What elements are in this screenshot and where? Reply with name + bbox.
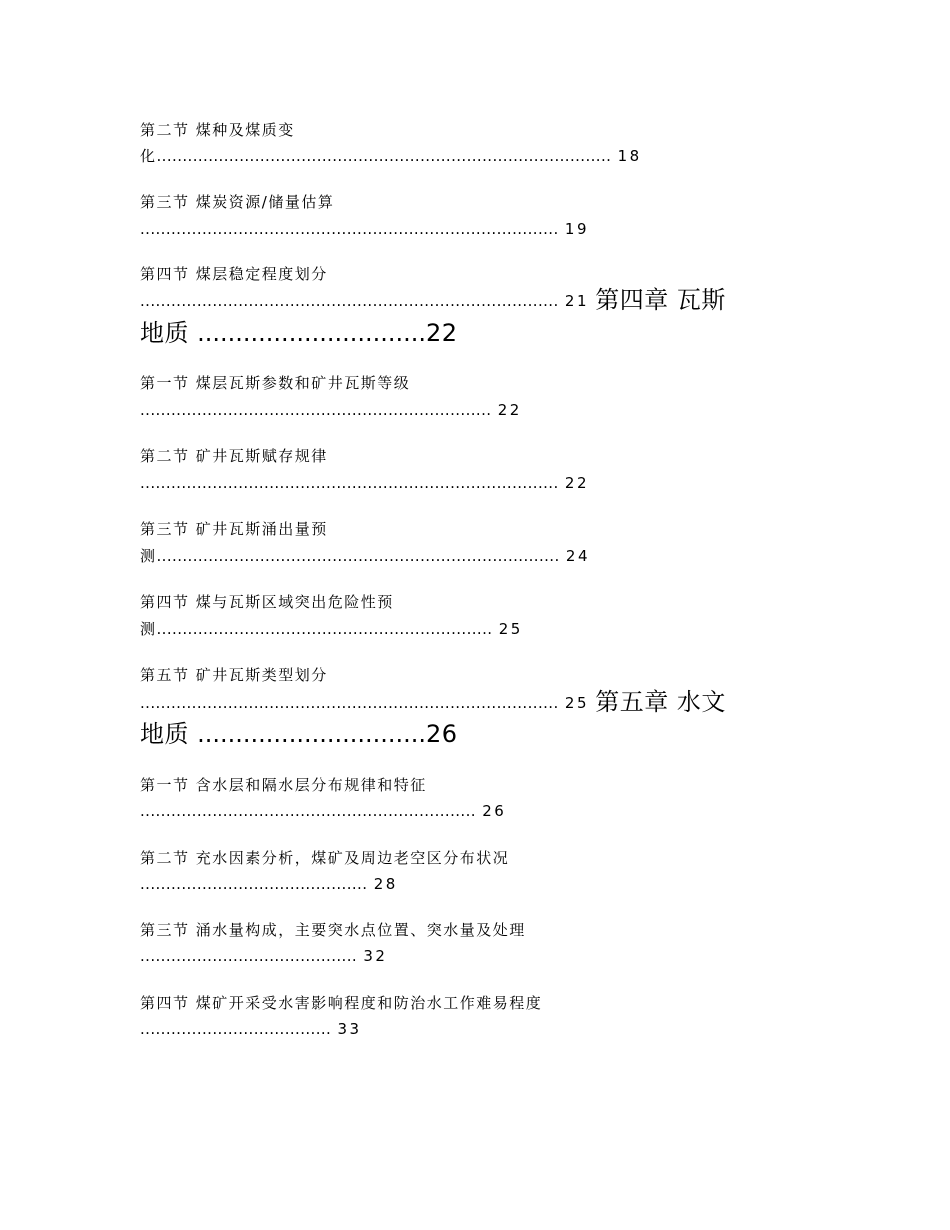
toc-entry-title (140, 446, 328, 466)
page-number: 24 (565, 547, 590, 565)
toc-text: 第四节 煤矿开采受水害影响程度和防治水工作难易程度 (140, 994, 543, 1012)
page-number: 25 (564, 694, 589, 712)
toc-text: 第三节 煤炭资源/储量估算 (140, 193, 335, 211)
toc-text: ............................................ (140, 875, 368, 893)
toc-entry-leader (140, 801, 506, 821)
toc-text: .............................. (197, 720, 427, 748)
toc-entry-leader (140, 219, 589, 239)
page-number: 26 (426, 720, 458, 748)
toc-text: ................................................................. (156, 620, 493, 638)
chapter-leader (140, 318, 458, 348)
page-number: 28 (373, 875, 398, 893)
toc-text: .................................................................... (140, 401, 492, 419)
page-number: 22 (497, 401, 522, 419)
toc-entry-title (140, 120, 295, 140)
toc-text: 第四节 煤层稳定程度划分 (140, 265, 328, 283)
toc-text: 第二节 矿井瓦斯赋存规律 (140, 447, 328, 465)
page-number: 26 (482, 802, 507, 820)
toc-entry-leader (140, 473, 589, 493)
toc-text: 地质 (140, 319, 189, 347)
toc-text: 第五节 矿井瓦斯类型划分 (140, 666, 328, 684)
toc-text: ........................................................................................ (156, 147, 612, 165)
toc-entry-title (140, 592, 394, 612)
toc-text: 第四节 煤与瓦斯区域突出危险性预 (140, 593, 394, 611)
toc-text: 测 (140, 620, 157, 638)
toc-entry-title (140, 993, 542, 1013)
toc-text: .............................................................................. (156, 547, 560, 565)
page-number: 18 (617, 147, 642, 165)
page-number: 21 (564, 292, 589, 310)
toc-entry-title (140, 848, 509, 868)
toc-entry-title (140, 775, 427, 795)
toc-entry-leader (140, 874, 398, 894)
toc-text: ................................................................................. (140, 292, 559, 310)
toc-text: 化 (140, 147, 157, 165)
toc-text: 第三节 涌水量构成，主要突水点位置、突水量及处理 (140, 921, 526, 939)
page-number: 19 (564, 220, 589, 238)
toc-text: ................................................................................. (140, 694, 559, 712)
toc-entry-title (140, 920, 526, 940)
toc-text: .............................. (197, 319, 427, 347)
toc-entry-title (140, 665, 328, 685)
toc-text: 第二节 充水因素分析，煤矿及周边老空区分布状况 (140, 849, 510, 867)
toc-text: .......................................... (140, 947, 358, 965)
page-number: 32 (363, 947, 388, 965)
toc-text: 第二节 煤种及煤质变 (140, 121, 295, 139)
toc-entry-title (140, 373, 410, 393)
page-number: 22 (426, 319, 458, 347)
toc-text: 地质 (140, 720, 189, 748)
toc-entry-leader (140, 286, 726, 314)
toc-text: ..................................... (140, 1020, 332, 1038)
page-number: 25 (498, 620, 523, 638)
toc-text: ................................................................. (140, 802, 476, 820)
toc-text: ................................................................................. (140, 474, 559, 492)
toc-entry-leader (140, 688, 726, 716)
toc-text: 第一节 含水层和隔水层分布规律和特征 (140, 776, 427, 794)
toc-entry-leader (140, 1019, 362, 1039)
toc-entry-leader (140, 400, 522, 420)
toc-entry-title (140, 519, 328, 539)
page-number: 22 (564, 474, 589, 492)
toc-text: ................................................................................. (140, 220, 559, 238)
toc-entry-leader (140, 946, 387, 966)
toc-entry-leader (140, 146, 642, 166)
toc-entry-leader (140, 619, 523, 639)
page-number: 33 (337, 1020, 362, 1038)
toc-text: 第三节 矿井瓦斯涌出量预 (140, 520, 328, 538)
toc-text: 测 (140, 547, 157, 565)
chapter-title: 第四章 瓦斯 (595, 286, 726, 314)
chapter-leader (140, 719, 458, 749)
toc-text: 第一节 煤层瓦斯参数和矿井瓦斯等级 (140, 374, 411, 392)
toc-entry-leader (140, 546, 590, 566)
toc-entry-title (140, 264, 328, 284)
toc-entry-title (140, 192, 334, 212)
chapter-title: 第五章 水文 (595, 688, 726, 716)
